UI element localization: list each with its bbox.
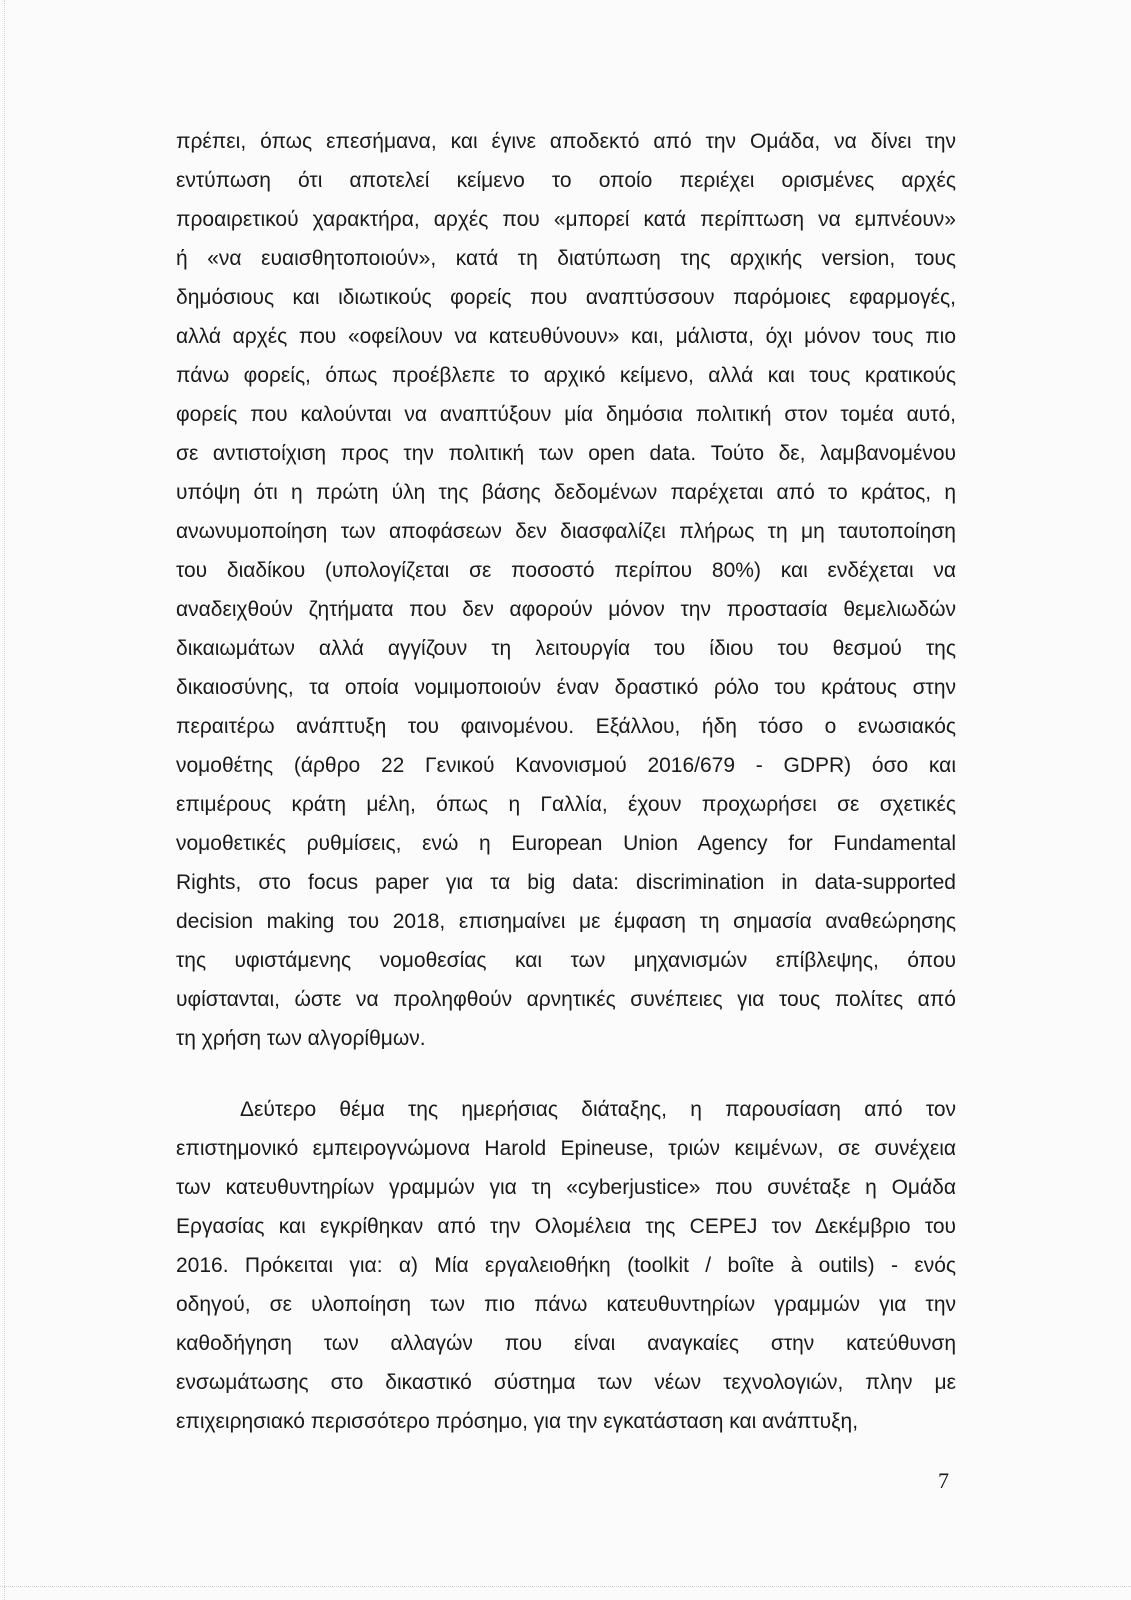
paragraph-1 bbox=[176, 122, 956, 1058]
text-line: Εργασίας και εγκρίθηκαν από την Ολομέλεια της CEPEJ τον Δεκέμβριο του bbox=[176, 1215, 956, 1238]
text-line: δημόσιους και ιδιωτικούς φορείς που αναπτύσσουν παρόμοιες εφαρμογές, bbox=[176, 286, 956, 309]
text-line: νομοθετικές ρυθμίσεις, ενώ η European Union Agency for Fundamental bbox=[176, 832, 956, 855]
text-line: νομοθέτης (άρθρο 22 Γενικού Κανονισμού 2016/679 - GDPR) όσο και bbox=[176, 754, 956, 777]
text-line: επιστημονικό εμπειρογνώμονα Harold Epineuse, τριών κειμένων, σε συνέχεια bbox=[176, 1137, 956, 1160]
text-line: δικαιωμάτων αλλά αγγίζουν τη λειτουργία του ίδιου του θεσμού της bbox=[176, 637, 956, 660]
scan-edge-bottom bbox=[0, 1586, 1131, 1588]
text-line: decision making του 2018, επισημαίνει με έμφαση τη σημασία αναθεώρησης bbox=[176, 910, 956, 933]
text-line: ενσωμάτωσης στο δικαστικό σύστημα των νέων τεχνολογιών, πλην με bbox=[176, 1371, 956, 1394]
page-number: 7 bbox=[938, 1468, 949, 1493]
text-line: τη χρήση των αλγορίθμων. bbox=[176, 1027, 426, 1050]
text-line: του διαδίκου (υπολογίζεται σε ποσοστό περίπου 80%) και ενδέχεται να bbox=[176, 559, 956, 582]
text-line: επιχειρησιακό περισσότερο πρόσημο, για την εγκατάσταση και ανάπτυξη, bbox=[176, 1410, 859, 1433]
text-line: αναδειχθούν ζητήματα που δεν αφορούν μόνον την προστασία θεμελιωδών bbox=[176, 598, 956, 621]
text-line: ή «να ευαισθητοποιούν», κατά τη διατύπωση της αρχικής version, τους bbox=[176, 247, 956, 270]
text-line: προαιρετικού χαρακτήρα, αρχές που «μπορεί κατά περίπτωση να εμπνέουν» bbox=[176, 208, 956, 231]
text-line: της υφιστάμενης νομοθεσίας και των μηχανισμών επίβλεψης, όπου bbox=[176, 949, 956, 972]
text-line: Rights, στο focus paper για τα big data: discrimination in data-supported bbox=[176, 871, 956, 894]
text-line: φορείς που καλούνται να αναπτύξουν μία δημόσια πολιτική στον τομέα αυτό, bbox=[176, 403, 956, 426]
text-line: των κατευθυντηρίων γραμμών για τη «cyberjustice» που συνέταξε η Ομάδα bbox=[176, 1176, 956, 1199]
text-line: υπόψη ότι η πρώτη ύλη της βάσης δεδομένων παρέχεται από το κράτος, η bbox=[176, 481, 956, 504]
text-line: οδηγού, σε υλοποίηση των πιο πάνω κατευθυντηρίων γραμμών για την bbox=[176, 1293, 956, 1316]
text-line: περαιτέρω ανάπτυξη του φαινομένου. Εξάλλου, ήδη τόσο ο ενωσιακός bbox=[176, 715, 956, 738]
text-line: επιμέρους κράτη μέλη, όπως η Γαλλία, έχουν προχωρήσει σε σχετικές bbox=[176, 793, 956, 816]
scan-edge-left bbox=[4, 0, 6, 1600]
text-line: ανωνυμοποίηση των αποφάσεων δεν διασφαλίζει πλήρως τη μη ταυτοποίηση bbox=[176, 520, 956, 543]
text-line: καθοδήγηση των αλλαγών που είναι αναγκαίες στην κατεύθυνση bbox=[176, 1332, 956, 1355]
text-line: σε αντιστοίχιση προς την πολιτική των open data. Τούτο δε, λαμβανομένου bbox=[176, 442, 956, 465]
text-line: πρέπει, όπως επεσήμανα, και έγινε αποδεκτό από την Ομάδα, να δίνει την bbox=[176, 130, 956, 153]
text-line: υφίστανται, ώστε να προληφθούν αρνητικές συνέπειες για τους πολίτες από bbox=[176, 988, 956, 1011]
paragraph-2 bbox=[176, 1090, 956, 1441]
text-line: 2016. Πρόκειται για: α) Μία εργαλειοθήκη (toolkit / boîte à outils) - ενός bbox=[176, 1254, 956, 1277]
text-line: αλλά αρχές που «οφείλουν να κατευθύνουν» και, μάλιστα, όχι μόνον τους πιο bbox=[176, 325, 956, 348]
text-line: Δεύτερο θέμα της ημερήσιας διάταξης, η παρουσίαση από τον bbox=[240, 1098, 956, 1121]
text-line: δικαιοσύνης, τα οποία νομιμοποιούν έναν δραστικό ρόλο του κράτους στην bbox=[176, 676, 956, 699]
text-line: πάνω φορείς, όπως προέβλεπε το αρχικό κείμενο, αλλά και τους κρατικούς bbox=[176, 364, 956, 387]
text-line: εντύπωση ότι αποτελεί κείμενο το οποίο περιέχει ορισμένες αρχές bbox=[176, 169, 956, 192]
